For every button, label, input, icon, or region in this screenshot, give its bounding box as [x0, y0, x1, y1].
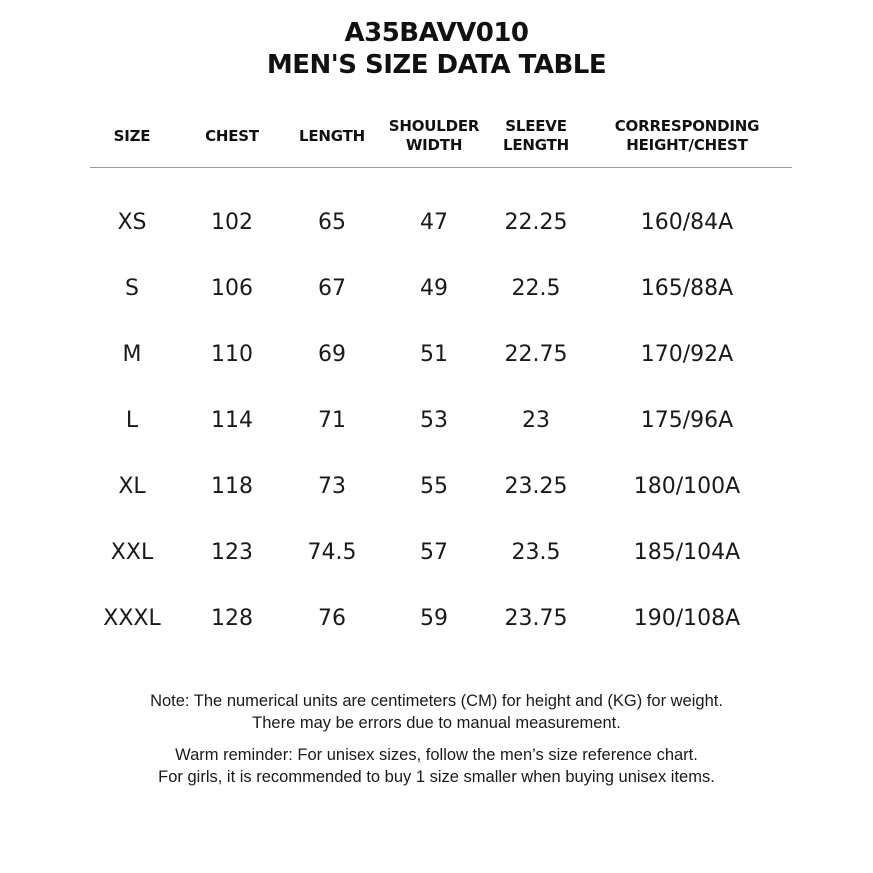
cell-chest: 114 [211, 407, 253, 433]
cell-shoulder-width: 57 [420, 539, 448, 565]
header-chest: CHEST [205, 126, 259, 145]
cell-length: 76 [318, 605, 346, 631]
cell-sleeve-length: 23.25 [504, 473, 568, 499]
cell-length: 69 [318, 341, 346, 367]
table-row [0, 400, 873, 440]
page-title: MEN'S SIZE DATA TABLE [266, 50, 607, 80]
cell-length: 71 [318, 407, 346, 433]
cell-sleeve-length: 22.75 [504, 341, 568, 367]
table-row [0, 268, 873, 308]
cell-height-chest: 190/108A [633, 605, 741, 631]
cell-chest: 118 [211, 473, 253, 499]
cell-size: XXL [110, 539, 154, 565]
header-divider [90, 167, 792, 168]
cell-length: 67 [318, 275, 346, 301]
table-row [0, 598, 873, 638]
cell-size: L [125, 407, 139, 433]
header-corresponding-height-chest: CORRESPONDING HEIGHT/CHEST [614, 117, 760, 154]
reminder-unisex: Warm reminder: For unisex sizes, follow the men’s size reference chart. [175, 746, 698, 764]
cell-size: XL [118, 473, 146, 499]
cell-chest: 123 [211, 539, 253, 565]
cell-chest: 128 [211, 605, 253, 631]
reminder-girls: For girls, it is recommended to buy 1 size smaller when buying unisex items. [158, 768, 715, 786]
header-shoulder-width: SHOULDER WIDTH [388, 117, 480, 154]
note-units: Note: The numerical units are centimeters (CM) for height and (KG) for weight. [150, 692, 723, 710]
cell-sleeve-length: 22.25 [504, 209, 568, 235]
cell-sleeve-length: 23.5 [511, 539, 561, 565]
cell-shoulder-width: 59 [420, 605, 448, 631]
cell-length: 65 [318, 209, 346, 235]
header-sleeve-length: SLEEVE LENGTH [503, 117, 569, 154]
cell-chest: 102 [211, 209, 253, 235]
cell-height-chest: 175/96A [640, 407, 734, 433]
product-code: A35BAVV010 [344, 18, 529, 48]
cell-chest: 110 [211, 341, 253, 367]
cell-length: 73 [318, 473, 346, 499]
table-row [0, 532, 873, 572]
cell-shoulder-width: 51 [420, 341, 448, 367]
cell-height-chest: 165/88A [640, 275, 734, 301]
cell-height-chest: 170/92A [640, 341, 734, 367]
cell-height-chest: 185/104A [633, 539, 741, 565]
cell-shoulder-width: 49 [420, 275, 448, 301]
cell-height-chest: 180/100A [633, 473, 741, 499]
cell-length: 74.5 [307, 539, 357, 565]
cell-size: M [122, 341, 142, 367]
cell-size: XXXL [103, 605, 161, 631]
cell-shoulder-width: 47 [420, 209, 448, 235]
cell-shoulder-width: 53 [420, 407, 448, 433]
cell-sleeve-length: 23 [522, 407, 550, 433]
cell-sleeve-length: 22.5 [511, 275, 561, 301]
cell-height-chest: 160/84A [640, 209, 734, 235]
note-errors: There may be errors due to manual measurement. [252, 714, 621, 732]
table-row [0, 202, 873, 242]
table-row [0, 334, 873, 374]
header-size: SIZE [113, 126, 151, 145]
cell-size: XS [117, 209, 147, 235]
cell-sleeve-length: 23.75 [504, 605, 568, 631]
cell-size: S [125, 275, 139, 301]
cell-shoulder-width: 55 [420, 473, 448, 499]
cell-chest: 106 [211, 275, 253, 301]
table-row [0, 466, 873, 506]
header-length: LENGTH [299, 126, 365, 145]
